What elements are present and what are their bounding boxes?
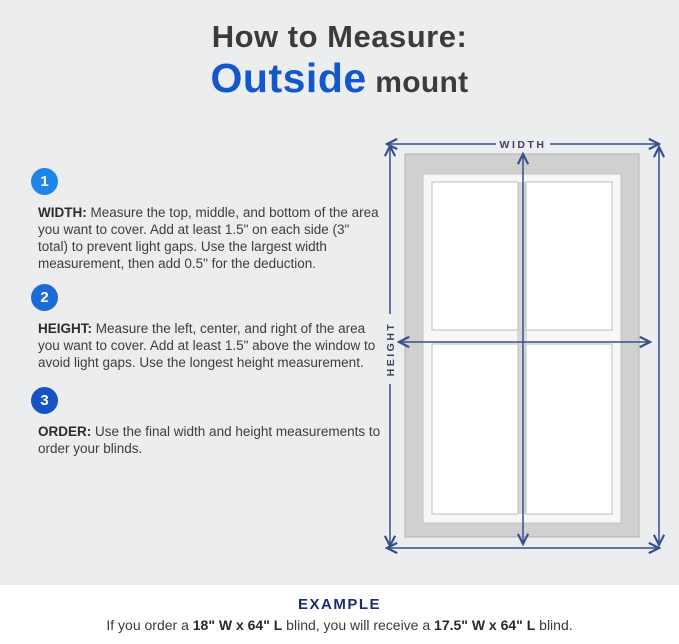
step-label: WIDTH: xyxy=(38,205,87,220)
step-description: Use the final width and height measurements to order your blinds. xyxy=(38,424,381,456)
example-text: If you order a xyxy=(106,617,193,633)
example-heading: EXAMPLE xyxy=(297,596,381,613)
window-pane xyxy=(526,344,612,514)
height-label: HEIGHT xyxy=(385,321,397,377)
example-measurement: 18" W x 64" L xyxy=(192,617,283,633)
example-footer xyxy=(0,585,679,644)
example-text: blind, you will receive a xyxy=(282,617,435,633)
window-pane xyxy=(526,182,612,330)
width-label: WIDTH xyxy=(499,139,547,151)
window-illustration xyxy=(405,154,639,537)
example-measurement: 17.5" W x 64" L xyxy=(434,617,536,633)
page-title xyxy=(0,20,679,101)
title-highlight: Outside xyxy=(210,55,367,102)
step-label: HEIGHT: xyxy=(38,321,92,336)
step-description: Measure the top, middle, and bottom of the area you want to cover. Add at least 1.5" on each side (3" total) to prevent light gaps. Use the largest width measurement, then add 0.5" for the deduction. xyxy=(38,205,379,271)
window-pane xyxy=(432,344,518,514)
step-number-badge: 2 xyxy=(31,284,58,311)
step-text xyxy=(38,423,381,457)
example-text: blind. xyxy=(535,617,573,633)
step-item xyxy=(31,168,381,272)
window-pane xyxy=(432,182,518,330)
example-sentence xyxy=(0,617,679,633)
step-number-badge: 1 xyxy=(31,168,58,195)
step-item xyxy=(31,284,381,371)
step-text xyxy=(38,204,381,272)
step-text xyxy=(38,320,381,371)
steps-list xyxy=(31,168,381,469)
step-label: ORDER: xyxy=(38,424,92,439)
step-number-badge: 3 xyxy=(31,387,58,414)
title-line2 xyxy=(0,56,679,100)
title-suffix: mount xyxy=(366,66,469,100)
window-diagram xyxy=(380,128,672,572)
step-description: Measure the left, center, and right of the area you want to cover. Add at least 1.5" above the window to avoid light gaps. Use the longest height measurement. xyxy=(38,321,376,370)
step-item xyxy=(31,387,381,457)
title-line1: How to Measure: xyxy=(211,19,468,54)
